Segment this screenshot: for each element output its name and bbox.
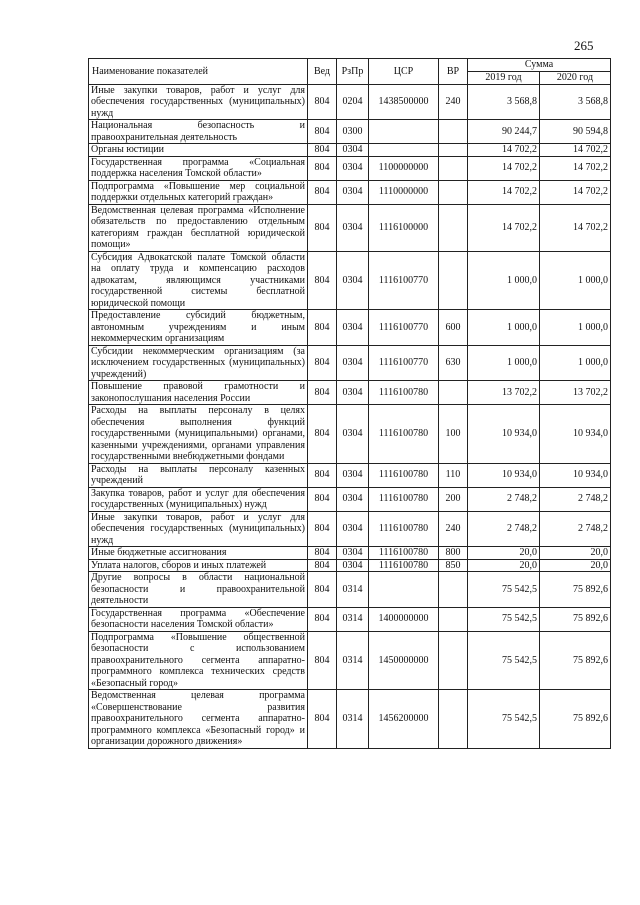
row-ved: 804 [308,487,337,511]
table-row [89,180,611,204]
row-sum-2019: 2 748,2 [468,487,540,511]
header-2020: 2020 год [540,72,611,85]
row-sum-2019: 14 702,2 [468,180,540,204]
row-sum-2019: 13 702,2 [468,381,540,405]
row-csr: 1450000000 [369,631,439,690]
row-csr: 1116100770 [369,310,439,346]
header-row [89,59,611,72]
row-csr [369,572,439,608]
row-ved: 804 [308,84,337,120]
row-vr [439,156,468,180]
row-sum-2020: 14 702,2 [540,204,611,251]
row-rzpr: 0304 [337,463,369,487]
row-sum-2020: 1 000,0 [540,310,611,346]
row-sum-2020: 2 748,2 [540,511,611,547]
row-sum-2019: 3 568,8 [468,84,540,120]
table-row [89,559,611,572]
row-sum-2020: 75 892,6 [540,690,611,749]
row-ved: 804 [308,559,337,572]
row-rzpr: 0314 [337,607,369,631]
row-name: Повышение правовой грамотности и законопослушания населения России [89,381,308,405]
row-vr [439,690,468,749]
row-sum-2019: 10 934,0 [468,405,540,464]
row-csr: 1438500000 [369,84,439,120]
row-ved: 804 [308,511,337,547]
row-sum-2019: 75 542,5 [468,690,540,749]
table-row [89,204,611,251]
row-name: Субсидия Адвокатской палате Томской области на оплату труда и компенсацию расходов адвокатам, являющимся участниками государственной системы бесплатной юридической помощи [89,251,308,310]
header-rzpr: РзПр [337,59,369,85]
row-rzpr: 0304 [337,511,369,547]
row-ved: 804 [308,144,337,157]
row-name: Иные бюджетные ассигнования [89,547,308,560]
budget-table [88,58,611,749]
row-vr: 850 [439,559,468,572]
row-name: Уплата налогов, сборов и иных платежей [89,559,308,572]
row-rzpr: 0304 [337,204,369,251]
row-sum-2020: 20,0 [540,559,611,572]
row-rzpr: 0304 [337,559,369,572]
row-sum-2020: 10 934,0 [540,463,611,487]
row-vr [439,381,468,405]
row-rzpr: 0314 [337,631,369,690]
row-rzpr: 0304 [337,156,369,180]
row-name: Иные закупки товаров, работ и услуг для обеспечения государственных (муниципальных) нужд [89,84,308,120]
row-sum-2020: 10 934,0 [540,405,611,464]
table-row [89,631,611,690]
row-rzpr: 0304 [337,381,369,405]
row-sum-2020: 75 892,6 [540,572,611,608]
row-name: Подпрограмма «Повышение общественной безопасности с использованием правоохранительного сегмента аппаратно-программного комплекса технических средств «Безопасный город» [89,631,308,690]
row-name: Ведомственная целевая программа «Совершенствование развития правоохранительного сегмента аппаратно-программного комплекса «Безопасный город» и организации дорожного движения» [89,690,308,749]
row-csr: 1116100770 [369,345,439,381]
row-vr: 800 [439,547,468,560]
row-sum-2019: 20,0 [468,547,540,560]
row-sum-2020: 90 594,8 [540,120,611,144]
table-row [89,84,611,120]
row-sum-2020: 14 702,2 [540,180,611,204]
table-row [89,251,611,310]
table-row [89,690,611,749]
row-csr: 1116100000 [369,204,439,251]
row-sum-2019: 14 702,2 [468,156,540,180]
row-sum-2019: 10 934,0 [468,463,540,487]
row-sum-2020: 1 000,0 [540,251,611,310]
row-rzpr: 0304 [337,310,369,346]
row-csr: 1116100780 [369,405,439,464]
row-vr [439,572,468,608]
header-vr: ВР [439,59,468,85]
row-vr: 240 [439,84,468,120]
header-csr: ЦСР [369,59,439,85]
row-vr: 600 [439,310,468,346]
row-name: Государственная программа «Обеспечение безопасности населения Томской области» [89,607,308,631]
row-ved: 804 [308,204,337,251]
row-sum-2020: 2 748,2 [540,487,611,511]
row-ved: 804 [308,381,337,405]
row-name: Предоставление субсидий бюджетным, автономным учреждениям и иным некоммерческим организациям [89,310,308,346]
row-vr: 100 [439,405,468,464]
table-body [89,84,611,748]
row-name: Иные закупки товаров, работ и услуг для обеспечения государственных (муниципальных) нужд [89,511,308,547]
row-name: Расходы на выплаты персоналу в целях обеспечения выполнения функций государственными (муниципальными) органами, казенными учреждениями, органами управления государственными внебюджетными фондами [89,405,308,464]
row-csr: 1116100780 [369,487,439,511]
row-name: Закупка товаров, работ и услуг для обеспечения государственных (муниципальных) нужд [89,487,308,511]
table-row [89,511,611,547]
row-name: Государственная программа «Социальная поддержка населения Томской области» [89,156,308,180]
row-rzpr: 0304 [337,251,369,310]
row-sum-2019: 75 542,5 [468,631,540,690]
table-row [89,310,611,346]
row-sum-2019: 20,0 [468,559,540,572]
row-ved: 804 [308,405,337,464]
row-sum-2019: 75 542,5 [468,572,540,608]
row-sum-2020: 14 702,2 [540,144,611,157]
row-vr: 240 [439,511,468,547]
table-row [89,405,611,464]
row-name: Другие вопросы в области национальной безопасности и правоохранительной деятельности [89,572,308,608]
row-ved: 804 [308,120,337,144]
row-ved: 804 [308,690,337,749]
table-row [89,607,611,631]
row-rzpr: 0314 [337,690,369,749]
row-vr: 630 [439,345,468,381]
row-rzpr: 0314 [337,572,369,608]
row-csr: 1116100780 [369,547,439,560]
row-ved: 804 [308,607,337,631]
row-rzpr: 0304 [337,405,369,464]
row-csr: 1116100780 [369,559,439,572]
row-sum-2020: 75 892,6 [540,631,611,690]
row-sum-2019: 1 000,0 [468,251,540,310]
row-sum-2019: 2 748,2 [468,511,540,547]
table-row [89,572,611,608]
row-csr: 1116100780 [369,511,439,547]
header-ved: Вед [308,59,337,85]
row-csr: 1456200000 [369,690,439,749]
row-ved: 804 [308,345,337,381]
row-vr: 200 [439,487,468,511]
row-rzpr: 0304 [337,547,369,560]
row-ved: 804 [308,310,337,346]
row-name: Ведомственная целевая программа «Исполнение обязательств по предоставлению отдельным категориям граждан бесплатной юридической помощи» [89,204,308,251]
row-vr [439,631,468,690]
row-rzpr: 0304 [337,345,369,381]
table-row [89,463,611,487]
row-ved: 804 [308,251,337,310]
row-vr [439,180,468,204]
table-row [89,345,611,381]
row-sum-2019: 14 702,2 [468,204,540,251]
header-sum: Сумма [468,59,611,72]
table-row [89,381,611,405]
row-sum-2019: 90 244,7 [468,120,540,144]
row-sum-2019: 14 702,2 [468,144,540,157]
page-number: 265 [574,38,594,53]
row-rzpr: 0304 [337,487,369,511]
row-ved: 804 [308,156,337,180]
row-name: Национальная безопасность и правоохранительная деятельность [89,120,308,144]
table-row [89,120,611,144]
row-vr [439,120,468,144]
row-name: Подпрограмма «Повышение мер социальной поддержки отдельных категорий граждан» [89,180,308,204]
row-name: Расходы на выплаты персоналу казенных учреждений [89,463,308,487]
row-vr: 110 [439,463,468,487]
row-rzpr: 0304 [337,144,369,157]
row-ved: 804 [308,463,337,487]
row-rzpr: 0304 [337,180,369,204]
row-sum-2020: 1 000,0 [540,345,611,381]
row-rzpr: 0204 [337,84,369,120]
row-csr: 1110000000 [369,180,439,204]
row-csr: 1116100780 [369,463,439,487]
row-name: Органы юстиции [89,144,308,157]
row-csr [369,144,439,157]
row-vr [439,144,468,157]
header-2019: 2019 год [468,72,540,85]
row-csr: 1400000000 [369,607,439,631]
row-sum-2020: 13 702,2 [540,381,611,405]
table-row [89,487,611,511]
row-sum-2019: 1 000,0 [468,310,540,346]
row-csr: 1116100770 [369,251,439,310]
row-sum-2020: 14 702,2 [540,156,611,180]
row-csr: 1100000000 [369,156,439,180]
row-rzpr: 0300 [337,120,369,144]
table-row [89,144,611,157]
table-row [89,547,611,560]
table-row [89,156,611,180]
row-sum-2020: 20,0 [540,547,611,560]
row-vr [439,251,468,310]
row-vr [439,607,468,631]
row-ved: 804 [308,631,337,690]
row-sum-2019: 1 000,0 [468,345,540,381]
row-ved: 804 [308,572,337,608]
row-sum-2020: 75 892,6 [540,607,611,631]
row-csr [369,120,439,144]
row-name: Субсидии некоммерческим организациям (за исключением государственных (муниципальных) учреждений) [89,345,308,381]
row-sum-2020: 3 568,8 [540,84,611,120]
row-sum-2019: 75 542,5 [468,607,540,631]
row-ved: 804 [308,180,337,204]
row-csr: 1116100780 [369,381,439,405]
row-ved: 804 [308,547,337,560]
header-name: Наименование показателей [89,59,308,85]
row-vr [439,204,468,251]
